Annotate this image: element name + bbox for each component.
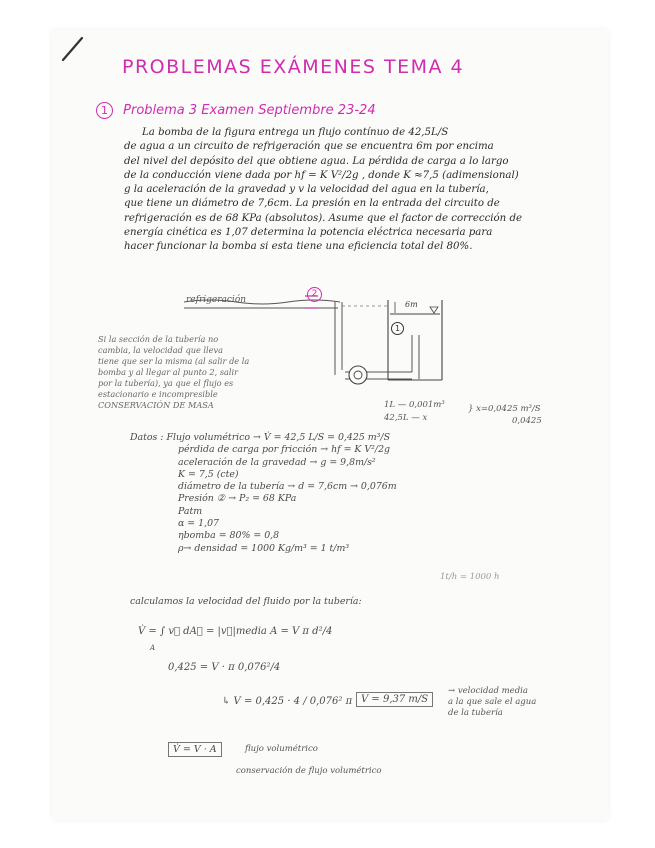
data-line: Presión ② → P₂ = 68 KPa xyxy=(178,493,297,505)
data-line: pérdida de carga por fricción → hf = K V²/2g xyxy=(178,444,391,456)
statement-line: del nivel del depósito del que obtiene agua. La pérdida de carga a lo largo xyxy=(124,155,509,167)
statement-line: de agua a un circuito de refrigeración que se encuentra 6m por encima xyxy=(124,141,494,153)
formula-sub: conservación de flujo volumétrico xyxy=(236,766,382,776)
statement-line: refrigeración es de 68 KPa (absolutos). Asume que el factor de corrección de xyxy=(124,212,523,224)
statement-line: hacer funcionar la bomba si esta tiene una eficiencia total del 80%. xyxy=(124,241,473,253)
pump-icon xyxy=(349,366,367,384)
problem-heading xyxy=(96,102,376,119)
velocity-note-line: de la tubería xyxy=(448,708,503,718)
note-line: tiene que ser la misma (al salir de la xyxy=(98,356,250,366)
data-block xyxy=(130,432,397,555)
mass-conservation-note xyxy=(98,334,249,411)
data-line: K = 7,5 (cte) xyxy=(178,468,239,480)
statement-line: La bomba de la figura entrega un flujo contínuo de 42,5L/S xyxy=(142,127,449,138)
data-line: aceleración de la gravedad → g = 9,8m/s² xyxy=(178,456,376,468)
page-title: PROBLEMAS EXÁMENES TEMA 4 xyxy=(122,56,465,78)
calc-eq3: ↳ V = 0,425 · 4 / 0,076² π xyxy=(222,696,353,707)
statement-line: que tiene un diámetro de 7,6cm. La presión en la entrada del circuito de xyxy=(124,198,500,210)
data-line: α = 1,07 xyxy=(178,518,220,530)
velocity-note-line: a la que sale el agua xyxy=(448,697,537,707)
problem-heading-text: Problema 3 Examen Septiembre 23-24 xyxy=(123,103,376,118)
note-line: CONSERVACIÓN DE MASA xyxy=(98,400,214,410)
velocity-result: V = 9,37 m/S xyxy=(356,692,433,707)
calc-eq2: 0,425 = V · π 0,076²/4 xyxy=(168,662,281,673)
formula-label: flujo volumétrico xyxy=(245,744,318,754)
calc-intro: calculamos la velocidad del fluido por la tubería: xyxy=(130,596,362,607)
pen-stroke-mark xyxy=(60,34,90,64)
calc-eq1-sub: A xyxy=(150,644,156,652)
density-aside: 1t/h = 1000 h xyxy=(440,572,500,582)
note-line: estacionario e incompresible xyxy=(98,389,218,399)
note-line: Si la sección de la tubería no xyxy=(98,334,219,344)
velocity-note xyxy=(448,686,536,719)
note-line: por la tubería), ya que el flujo es xyxy=(98,378,234,388)
point-2-marker xyxy=(307,281,322,302)
problem-number: 1 xyxy=(96,102,113,119)
data-header: Datos : Flujo volumétrico → V̇ = 42,5 L/S = 0,425 m³/S xyxy=(130,432,391,443)
point-1-marker xyxy=(391,316,404,335)
label-refrigeracion: refrigeración xyxy=(186,295,247,305)
data-line: ρ→ densidad = 1000 Kg/m³ = 1 t/m³ xyxy=(178,542,350,554)
data-line: ηbomba = 80% = 0,8 xyxy=(178,530,280,542)
problem-statement xyxy=(124,126,600,255)
formula-box: V̇ = V · A xyxy=(168,742,222,757)
conversion-line-2: 42,5L — x xyxy=(384,413,428,423)
conversion-result-2: 0,0425 xyxy=(512,416,542,426)
conversion-line-1: 1L — 0,001m³ xyxy=(384,400,445,410)
statement-line: energía cinética es 1,07 determina la potencia eléctrica necesaria para xyxy=(124,227,493,239)
point-2-label: 2 xyxy=(307,287,322,302)
statement-line: de la conducción viene dada por hf = K V²/2g , donde K ≈7,5 (adimensional) xyxy=(124,169,519,181)
calc-eq1: V̇ = ∫ v⃗ dA⃗ = |v⃗|media A = V π d²/4 xyxy=(138,626,333,637)
data-line: diámetro de la tubería → d = 7,6cm → 0,076m xyxy=(178,481,397,493)
conversion-result: } x=0,0425 m³/S xyxy=(468,404,541,414)
velocity-note-line: → velocidad media xyxy=(448,686,528,696)
note-line: cambia, la velocidad que lleva xyxy=(98,345,224,355)
data-line: Patm xyxy=(178,505,203,517)
point-1-label: 1 xyxy=(391,322,404,335)
note-line: bomba y al llegar al punto 2, salir xyxy=(98,367,239,377)
height-label: 6m xyxy=(405,300,418,309)
statement-line: g la aceleración de la gravedad y v la velocidad del agua en la tubería, xyxy=(124,184,489,196)
